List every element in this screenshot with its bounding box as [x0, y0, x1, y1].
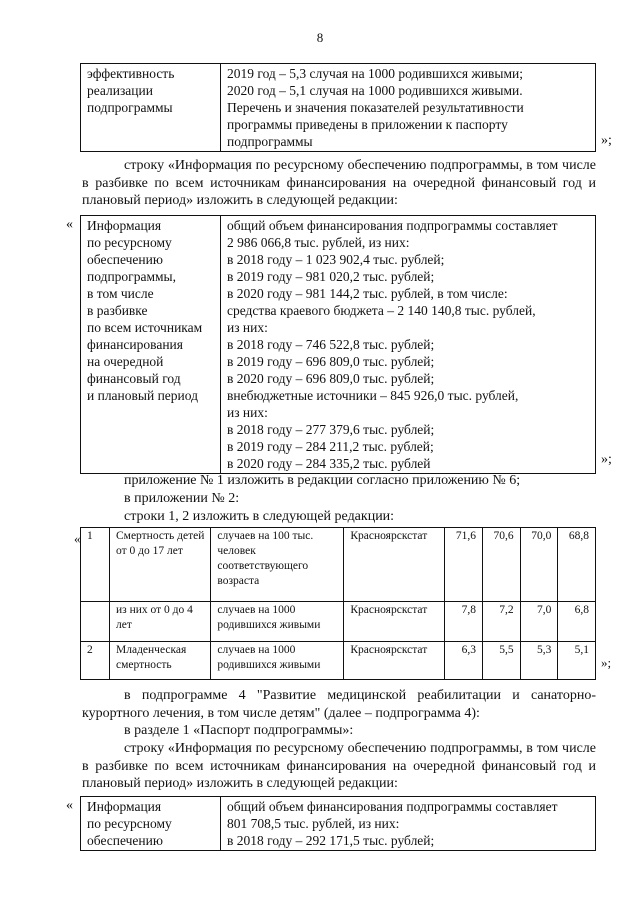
unit-line: родившихся живыми	[217, 619, 321, 631]
label-line: реализации	[87, 83, 153, 98]
value-2019: 5,3	[520, 642, 558, 680]
table-label-cell	[81, 64, 221, 152]
label-line: подпрограммы	[87, 100, 173, 115]
unit-line: случаев на 1000	[217, 604, 296, 616]
label-line: по всем источникам	[87, 320, 203, 335]
name-line: из них от 0 до 4	[116, 604, 193, 616]
table-label-cell	[81, 797, 221, 851]
label-line: в разбивке	[87, 303, 148, 318]
label-line: по ресурсному	[87, 235, 172, 250]
content-line: в 2020 году – 696 809,0 тыс. рублей;	[227, 371, 435, 386]
name-line: смертность	[116, 659, 172, 671]
resource-table-sub4	[80, 796, 596, 851]
content-line: внебюджетные источники – 845 926,0 тыс. рублей,	[227, 388, 519, 403]
indicator-name	[110, 528, 211, 602]
value-2020: 68,8	[558, 528, 596, 602]
indicator-name	[110, 602, 211, 642]
value-2017: 6,3	[445, 642, 483, 680]
content-line: из них:	[227, 405, 268, 420]
unit-line: соответствующего	[217, 560, 309, 572]
closing-quote: »;	[601, 452, 612, 467]
unit-line: человек	[217, 545, 256, 557]
content-line: в 2018 году – 277 379,6 тыс. рублей;	[227, 422, 435, 437]
table-content-cell	[221, 64, 596, 152]
paragraph: в разделе 1 «Паспорт подпрограммы»:	[124, 723, 354, 738]
row-number	[81, 602, 110, 642]
name-line: лет	[116, 619, 132, 631]
unit	[211, 528, 344, 602]
label-line: финансирования	[87, 337, 183, 352]
value-2017: 71,6	[445, 528, 483, 602]
content-line: в 2018 году – 292 171,5 тыс. рублей;	[227, 833, 435, 848]
content-line: подпрограммы	[227, 134, 313, 149]
paragraph: в подпрограмме 4 "Развитие медицинской реабилитации и санаторно-курортного лечения, в том числе детям" (далее – подпрограмма 4):	[82, 688, 596, 721]
source: Красноярскстат	[344, 528, 445, 602]
content-line: из них:	[227, 320, 268, 335]
efficiency-table	[80, 63, 596, 152]
source: Красноярскстат	[344, 602, 445, 642]
opening-quote: «	[66, 217, 73, 232]
content-line: в 2018 году – 1 023 902,4 тыс. рублей;	[227, 252, 445, 267]
label-line: обеспечению	[87, 833, 163, 848]
paragraph: строки 1, 2 изложить в следующей редакции:	[124, 509, 395, 524]
table-row	[81, 642, 596, 680]
closing-quote: »;	[601, 655, 612, 670]
content-line: 2019 год – 5,3 случая на 1000 родившихся живыми;	[227, 66, 524, 81]
name-line: от 0 до 17 лет	[116, 545, 183, 557]
content-line: в 2019 году – 696 809,0 тыс. рублей;	[227, 354, 435, 369]
label-line: по ресурсному	[87, 816, 172, 831]
value-2018: 7,2	[483, 602, 521, 642]
content-line: общий объем финансирования подпрограммы составляет	[227, 218, 558, 233]
row-number: 2	[81, 642, 110, 680]
content-line: в 2019 году – 284 211,2 тыс. рублей;	[227, 439, 434, 454]
opening-quote: «	[74, 531, 81, 546]
value-2019: 7,0	[520, 602, 558, 642]
label-line: в том числе	[87, 286, 154, 301]
unit-line: возраста	[217, 575, 260, 587]
table-content-cell	[221, 216, 596, 474]
paragraph: строку «Информация по ресурсному обеспечению подпрограммы, в том числе в разбивке по всем источникам финансирования на очередной финансовый год и плановый период» изложить в следующей редакции:	[82, 741, 596, 791]
label-line: обеспечению	[87, 252, 163, 267]
paragraph: в приложении № 2:	[124, 491, 240, 506]
paragraph: строку «Информация по ресурсному обеспечению подпрограммы, в том числе в разбивке по всем источникам финансирования на очередной финансовый год и плановый период» изложить в следующей редакции:	[82, 158, 596, 208]
unit-line: случаев на 1000	[217, 644, 296, 656]
value-2020: 6,8	[558, 602, 596, 642]
label-line: финансовый год	[87, 371, 181, 386]
name-line: Младенческая	[116, 644, 187, 656]
page-number: 8	[316, 30, 324, 45]
label-line: Информация	[87, 799, 162, 814]
source: Красноярскстат	[344, 642, 445, 680]
table-row	[81, 602, 596, 642]
table-label-cell	[81, 216, 221, 474]
indicator-name	[110, 642, 211, 680]
content-line: в 2020 году – 981 144,2 тыс. рублей, в том числе:	[227, 286, 508, 301]
content-line: в 2019 году – 981 020,2 тыс. рублей;	[227, 269, 435, 284]
name-line: Смертность детей	[116, 530, 205, 542]
content-line: программы приведены в приложении к паспорту	[227, 117, 508, 132]
content-line: в 2018 году – 746 522,8 тыс. рублей;	[227, 337, 435, 352]
unit	[211, 602, 344, 642]
content-line: в 2020 году – 284 335,2 тыс. рублей	[227, 456, 431, 471]
content-line: средства краевого бюджета – 2 140 140,8 тыс. рублей,	[227, 303, 536, 318]
unit	[211, 642, 344, 680]
content-line: 2 986 066,8 тыс. рублей, из них:	[227, 235, 410, 250]
value-2020: 5,1	[558, 642, 596, 680]
value-2018: 70,6	[483, 528, 521, 602]
unit-line: случаев на 100 тыс.	[217, 530, 314, 542]
content-line: общий объем финансирования подпрограммы составляет	[227, 799, 558, 814]
content-line: 801 708,5 тыс. рублей, из них:	[227, 816, 400, 831]
value-2018: 5,5	[483, 642, 521, 680]
label-line: на очередной	[87, 354, 164, 369]
label-line: эффективность	[87, 66, 175, 81]
indicators-table	[80, 527, 596, 680]
value-2017: 7,8	[445, 602, 483, 642]
content-line: 2020 год – 5,1 случая на 1000 родившихся живыми.	[227, 83, 523, 98]
content-line: Перечень и значения показателей результативности	[227, 100, 524, 115]
table-content-cell	[221, 797, 596, 851]
label-line: Информация	[87, 218, 162, 233]
paragraph: приложение № 1 изложить в редакции согласно приложению № 6;	[124, 473, 521, 488]
table-row	[81, 528, 596, 602]
label-line: подпрограммы,	[87, 269, 176, 284]
unit-line: родившихся живыми	[217, 659, 321, 671]
closing-quote: »;	[601, 133, 612, 148]
row-number: 1	[81, 528, 110, 602]
resource-table	[80, 215, 596, 474]
opening-quote: «	[66, 798, 73, 813]
label-line: и плановый период	[87, 388, 198, 403]
value-2019: 70,0	[520, 528, 558, 602]
